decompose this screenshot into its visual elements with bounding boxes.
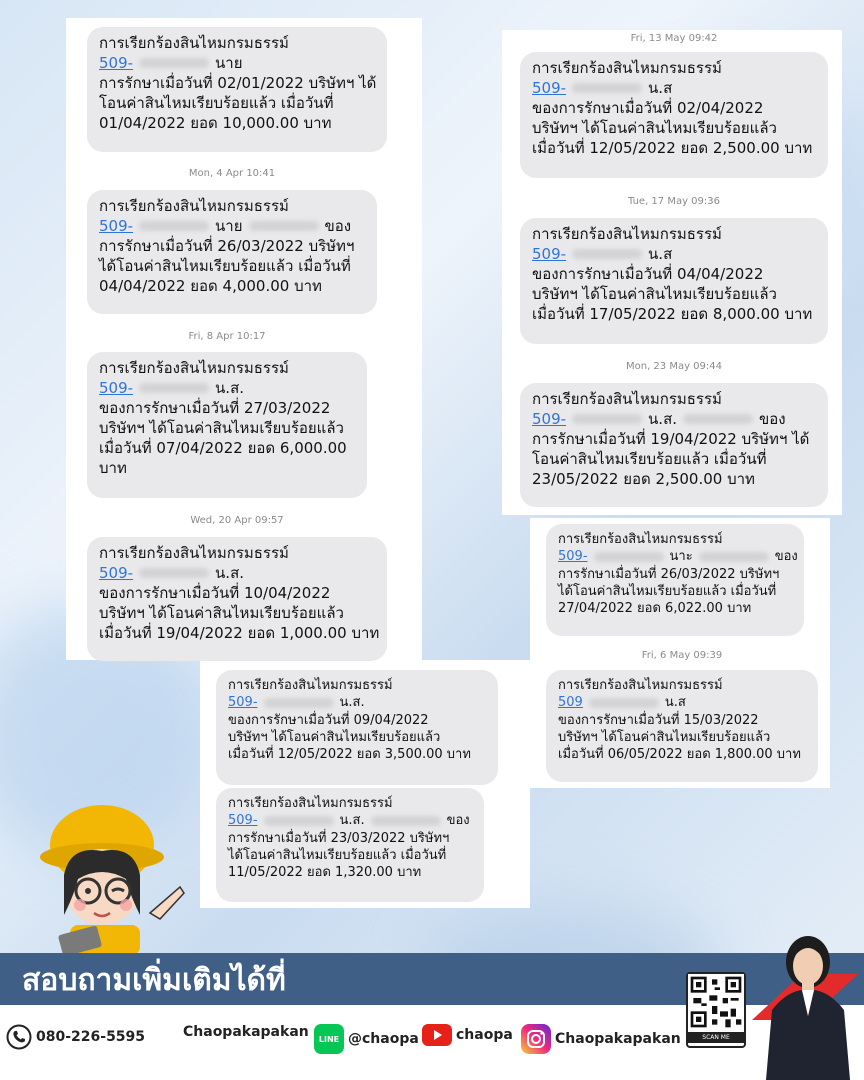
policy-number-line xyxy=(532,410,816,430)
redacted-name xyxy=(139,568,209,578)
redacted-name xyxy=(699,552,769,562)
qr-code-icon[interactable] xyxy=(686,972,746,1048)
policy-number-link[interactable]: 509- xyxy=(99,53,134,72)
message-line: ได้โอนค่าสินไหมเรียบร้อยแล้ว เมื่อวันที่ xyxy=(558,583,777,599)
message-line: 11/05/2022 ยอด 1,320.00 บาท xyxy=(228,865,422,881)
sms-message-bubble[interactable] xyxy=(520,52,828,178)
facebook-contact[interactable] xyxy=(183,1024,309,1040)
message-line: บาท xyxy=(99,458,127,477)
message-line: บริษัทฯ ได้โอนค่าสินไหมเรียบร้อยแล้ว xyxy=(532,284,777,303)
redacted-name xyxy=(572,83,642,93)
redacted-name xyxy=(139,383,209,393)
redacted-name xyxy=(589,698,659,708)
redacted-name xyxy=(139,221,209,231)
agent-photo xyxy=(746,920,864,1080)
name-title: ของ xyxy=(446,813,470,829)
policy-number-link[interactable]: 509- xyxy=(99,563,134,582)
policy-number-line xyxy=(99,54,375,74)
policy-number-line xyxy=(99,564,375,584)
sms-message-bubble[interactable] xyxy=(216,670,498,785)
message-line: การรักษาเมื่อวันที่ 19/04/2022 บริษัทฯ ได้ xyxy=(532,429,810,448)
message-line: การรักษาเมื่อวันที่ 23/03/2022 บริษัทฯ xyxy=(228,830,450,846)
message-timestamp: Mon, 23 May 09:44 xyxy=(625,361,722,372)
message-line: 23/05/2022 ยอด 2,500.00 บาท xyxy=(532,469,755,488)
message-line: ของการรักษาเมื่อวันที่ 27/03/2022 xyxy=(99,398,331,417)
message-line: 01/04/2022 ยอด 10,000.00 บาท xyxy=(99,113,332,132)
message-timestamp: Fri, 8 Apr 10:17 xyxy=(188,331,266,342)
message-line: บริษัทฯ ได้โอนค่าสินไหมเรียบร้อยแล้ว xyxy=(558,729,771,745)
policy-number-line xyxy=(99,217,365,237)
redacted-name xyxy=(683,414,753,424)
message-line: การเรียกร้องสินไหมกรมธรรม์ xyxy=(558,678,723,693)
message-line: การเรียกร้องสินไหมกรมธรรม์ xyxy=(228,678,393,693)
policy-number-line xyxy=(99,379,355,399)
name-title: นาะ xyxy=(669,549,693,565)
policy-number-link[interactable]: 509- xyxy=(228,813,258,829)
name-title: นาย xyxy=(215,53,243,72)
message-line: การรักษาเมื่อวันที่ 26/03/2022 บริษัทฯ xyxy=(99,236,355,255)
message-timestamp: Fri, 13 May 09:42 xyxy=(630,33,718,44)
policy-number-link[interactable]: 509- xyxy=(558,549,588,565)
name-title: น.ส. xyxy=(648,409,677,428)
sms-message-bubble[interactable] xyxy=(546,670,818,782)
policy-number-line xyxy=(532,245,816,265)
phone-icon xyxy=(6,1024,32,1050)
instagram-contact[interactable] xyxy=(521,1024,681,1054)
youtube-icon xyxy=(422,1024,452,1046)
mascot-illustration xyxy=(30,795,190,955)
redacted-name xyxy=(572,414,642,424)
message-line: โอนค่าสินไหมเรียบร้อยแล้ว เมื่อวันที่ xyxy=(532,449,767,468)
message-line: ได้โอนค่าสินไหมเรียบร้อยแล้ว เมื่อวันที่ xyxy=(99,256,351,275)
name-title: ของ xyxy=(774,549,798,565)
phone-number: 080-226-5595 xyxy=(36,1029,146,1045)
line-icon: LINE xyxy=(314,1024,344,1054)
message-line: การเรียกร้องสินไหมกรมธรรม์ xyxy=(532,390,722,408)
footer-title: สอบถามเพิ่มเติมได้ที่ xyxy=(22,963,286,998)
policy-number-line xyxy=(228,812,472,829)
message-timestamp: Mon, 4 Apr 10:41 xyxy=(188,168,276,179)
policy-number-link[interactable]: 509- xyxy=(99,378,134,397)
youtube-contact[interactable] xyxy=(422,1024,513,1046)
line-contact[interactable] xyxy=(314,1024,419,1054)
redacted-name xyxy=(572,249,642,259)
redacted-name xyxy=(264,698,334,708)
line-id: @chaopa xyxy=(348,1031,419,1047)
message-line: การเรียกร้องสินไหมกรมธรรม์ xyxy=(99,197,289,215)
message-line: ได้โอนค่าสินไหมเรียบร้อยแล้ว เมื่อวันที่ xyxy=(228,847,447,863)
name-title: ของ xyxy=(324,216,352,235)
policy-number-link[interactable]: 509- xyxy=(99,216,134,235)
message-line: ของการรักษาเมื่อวันที่ 09/04/2022 xyxy=(228,712,429,728)
sms-message-bubble[interactable] xyxy=(87,537,387,661)
instagram-name: Chaopakapakan xyxy=(555,1031,681,1047)
name-title: น.ส xyxy=(664,695,686,711)
message-line: เมื่อวันที่ 12/05/2022 ยอด 3,500.00 บาท xyxy=(228,747,471,763)
message-line: การเรียกร้องสินไหมกรมธรรม์ xyxy=(532,59,722,77)
policy-number-link[interactable]: 509- xyxy=(228,695,258,711)
message-line: การเรียกร้องสินไหมกรมธรรม์ xyxy=(558,532,723,547)
name-title: น.ส. xyxy=(215,563,244,582)
message-line: เมื่อวันที่ 06/05/2022 ยอด 1,800.00 บาท xyxy=(558,747,801,763)
policy-number-link[interactable]: 509 xyxy=(558,695,583,711)
redacted-name xyxy=(371,816,441,826)
message-timestamp: Tue, 17 May 09:36 xyxy=(627,196,720,207)
policy-number-line xyxy=(558,694,806,711)
message-line: เมื่อวันที่ 12/05/2022 ยอด 2,500.00 บาท xyxy=(532,138,813,157)
policy-number-line xyxy=(532,79,816,99)
message-line: ของการรักษาเมื่อวันที่ 04/04/2022 xyxy=(532,264,764,283)
policy-number-link[interactable]: 509- xyxy=(532,78,567,97)
message-line: การเรียกร้องสินไหมกรมธรรม์ xyxy=(228,796,393,811)
sms-message-bubble[interactable] xyxy=(520,383,828,507)
message-line: บริษัทฯ ได้โอนค่าสินไหมเรียบร้อยแล้ว xyxy=(532,118,777,137)
phone-contact[interactable] xyxy=(6,1024,145,1050)
message-line: บริษัทฯ ได้โอนค่าสินไหมเรียบร้อยแล้ว xyxy=(99,603,344,622)
redacted-name xyxy=(264,816,334,826)
message-line: ของการรักษาเมื่อวันที่ 02/04/2022 xyxy=(532,98,764,117)
message-line: ของการรักษาเมื่อวันที่ 15/03/2022 xyxy=(558,712,759,728)
scan-me-label: SCAN ME xyxy=(688,1032,744,1043)
message-line: การเรียกร้องสินไหมกรมธรรม์ xyxy=(99,34,289,52)
policy-number-link[interactable]: 509- xyxy=(532,244,567,263)
sms-message-bubble[interactable] xyxy=(216,788,484,902)
message-line: ของการรักษาเมื่อวันที่ 10/04/2022 xyxy=(99,583,331,602)
policy-number-line xyxy=(228,694,486,711)
redacted-name xyxy=(594,552,664,562)
facebook-name: Chaopakapakan xyxy=(183,1024,309,1040)
name-title: น.ส xyxy=(648,78,673,97)
message-timestamp: Wed, 20 Apr 09:57 xyxy=(190,515,284,526)
sms-message-bubble[interactable] xyxy=(87,352,367,498)
message-line: การเรียกร้องสินไหมกรมธรรม์ xyxy=(99,544,289,562)
policy-number-line xyxy=(558,548,798,565)
message-line: การรักษาเมื่อวันที่ 02/01/2022 บริษัทฯ ได้ xyxy=(99,73,377,92)
message-line: การรักษาเมื่อวันที่ 26/03/2022 บริษัทฯ xyxy=(558,566,780,582)
message-line: บริษัทฯ ได้โอนค่าสินไหมเรียบร้อยแล้ว xyxy=(228,729,441,745)
redacted-name xyxy=(139,58,209,68)
sms-message-bubble[interactable] xyxy=(87,190,377,314)
name-title: น.ส. xyxy=(339,813,365,829)
message-timestamp: Fri, 6 May 09:39 xyxy=(641,650,723,661)
message-line: 27/04/2022 ยอด 6,022.00 บาท xyxy=(558,601,752,617)
name-title: น.ส. xyxy=(339,695,365,711)
name-title: ของ xyxy=(759,409,786,428)
name-title: น.ส xyxy=(648,244,673,263)
message-line: เมื่อวันที่ 07/04/2022 ยอด 6,000.00 xyxy=(99,438,347,457)
sms-message-bubble[interactable] xyxy=(520,218,828,344)
message-line: เมื่อวันที่ 19/04/2022 ยอด 1,000.00 บาท xyxy=(99,623,380,642)
policy-number-link[interactable]: 509- xyxy=(532,409,567,428)
instagram-icon xyxy=(521,1024,551,1054)
message-line: การเรียกร้องสินไหมกรมธรรม์ xyxy=(532,225,722,243)
message-line: โอนค่าสินไหมเรียบร้อยแล้ว เมื่อวันที่ xyxy=(99,93,334,112)
message-line: การเรียกร้องสินไหมกรมธรรม์ xyxy=(99,359,289,377)
name-title: น.ส. xyxy=(215,378,244,397)
name-title: นาย xyxy=(215,216,243,235)
redacted-name xyxy=(249,221,319,231)
sms-message-bubble[interactable] xyxy=(87,27,387,152)
message-line: 04/04/2022 ยอด 4,000.00 บาท xyxy=(99,276,322,295)
message-line: บริษัทฯ ได้โอนค่าสินไหมเรียบร้อยแล้ว xyxy=(99,418,344,437)
message-line: เมื่อวันที่ 17/05/2022 ยอด 8,000.00 บาท xyxy=(532,304,813,323)
sms-message-bubble[interactable] xyxy=(546,524,804,636)
youtube-name: chaopa xyxy=(456,1027,513,1043)
